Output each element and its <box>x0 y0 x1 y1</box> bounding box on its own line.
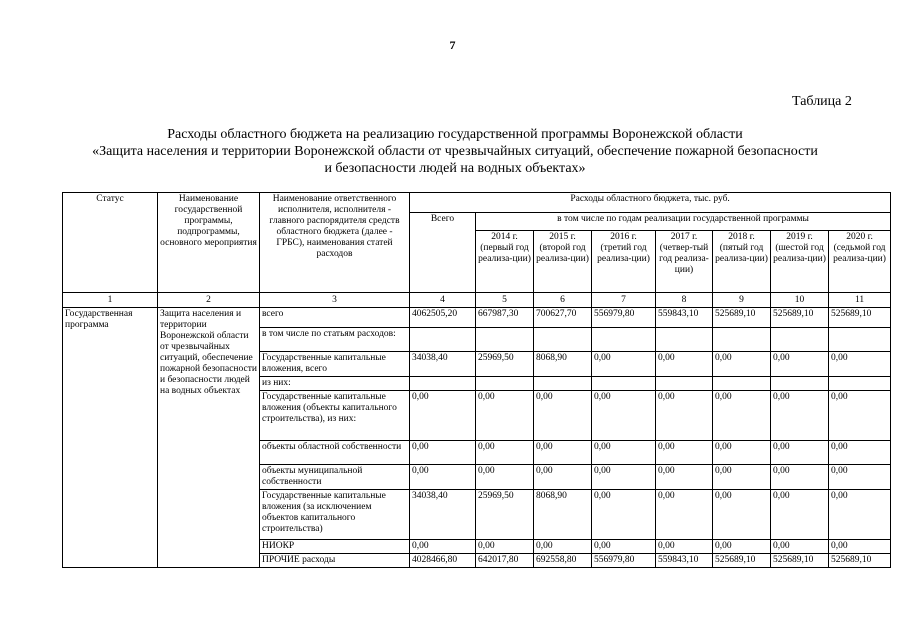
value-cell: 0,00 <box>771 441 829 465</box>
table-label: Таблица 2 <box>792 94 852 109</box>
value-cell: 0,00 <box>592 441 656 465</box>
value-cell: 0,00 <box>713 490 771 540</box>
value-cell <box>534 377 592 391</box>
column-numbers-row <box>63 293 891 308</box>
value-cell: 0,00 <box>592 352 656 377</box>
header-total: Всего <box>410 213 476 293</box>
value-cell: 667987,30 <box>476 308 534 328</box>
header-year: 2014 г. (первый год реализа-ции) <box>476 231 534 293</box>
column-number: 2 <box>158 293 260 308</box>
value-cell <box>771 328 829 352</box>
value-cell <box>829 328 891 352</box>
column-number: 3 <box>260 293 410 308</box>
header-years-group: в том числе по годам реализации государственной программы <box>476 213 891 231</box>
value-cell: 0,00 <box>476 540 534 554</box>
value-cell: 0,00 <box>771 540 829 554</box>
value-cell: 525689,10 <box>829 308 891 328</box>
column-number: 1 <box>63 293 158 308</box>
value-cell: 0,00 <box>410 465 476 490</box>
column-number: 5 <box>476 293 534 308</box>
row-label: объекты областной собственности <box>260 441 410 465</box>
value-cell <box>592 328 656 352</box>
value-cell: 692558,80 <box>534 554 592 568</box>
program-name-cell: Защита населения и территории Воронежской области от чрезвычайных ситуаций, обеспечение пожарной безопасности и безопасности людей на водных объектах <box>158 308 260 568</box>
value-cell: 556979,80 <box>592 554 656 568</box>
value-cell <box>410 377 476 391</box>
header-year: 2019 г. (шестой год реализа-ции) <box>771 231 829 293</box>
title-line: и безопасности людей на водных объектах» <box>324 161 586 176</box>
value-cell: 525689,10 <box>771 554 829 568</box>
value-cell: 525689,10 <box>829 554 891 568</box>
value-cell: 0,00 <box>771 391 829 441</box>
value-cell: 34038,40 <box>410 352 476 377</box>
row-label: НИОКР <box>260 540 410 554</box>
value-cell: 8068,90 <box>534 490 592 540</box>
value-cell: 0,00 <box>534 465 592 490</box>
value-cell: 0,00 <box>829 465 891 490</box>
value-cell: 0,00 <box>534 441 592 465</box>
value-cell: 0,00 <box>656 391 713 441</box>
header-year: 2017 г. (четвер-тый год реализа-ции) <box>656 231 713 293</box>
value-cell: 0,00 <box>656 352 713 377</box>
value-cell: 0,00 <box>592 465 656 490</box>
document-title <box>40 126 870 177</box>
value-cell <box>656 377 713 391</box>
value-cell: 0,00 <box>534 391 592 441</box>
value-cell: 642017,80 <box>476 554 534 568</box>
column-number: 8 <box>656 293 713 308</box>
value-cell: 559843,10 <box>656 308 713 328</box>
value-cell: 0,00 <box>476 391 534 441</box>
value-cell <box>656 328 713 352</box>
value-cell <box>410 328 476 352</box>
row-label: из них: <box>260 377 410 391</box>
value-cell: 0,00 <box>656 465 713 490</box>
row-label: Государственные капитальные вложения (объекты капитального строительства), из них: <box>260 391 410 441</box>
value-cell: 0,00 <box>592 490 656 540</box>
column-number: 11 <box>829 293 891 308</box>
budget-table <box>62 192 891 568</box>
header-year: 2015 г. (второй год реализа-ции) <box>534 231 592 293</box>
value-cell: 0,00 <box>592 540 656 554</box>
table-row <box>63 308 891 328</box>
value-cell: 0,00 <box>713 540 771 554</box>
value-cell: 0,00 <box>829 391 891 441</box>
row-label: объекты муниципальной собственности <box>260 465 410 490</box>
title-line: Расходы областного бюджета на реализацию государственной программы Воронежской области <box>167 127 743 142</box>
header-program-name: Наименование государственной программы, подпрограммы, основного мероприятия <box>158 193 260 293</box>
value-cell <box>771 377 829 391</box>
column-number: 6 <box>534 293 592 308</box>
value-cell: 0,00 <box>656 540 713 554</box>
value-cell: 0,00 <box>829 540 891 554</box>
row-label: Государственные капитальные вложения, всего <box>260 352 410 377</box>
status-cell: Государственная программа <box>63 308 158 568</box>
value-cell: 0,00 <box>592 391 656 441</box>
value-cell: 0,00 <box>656 441 713 465</box>
value-cell: 0,00 <box>771 465 829 490</box>
value-cell: 4062505,20 <box>410 308 476 328</box>
value-cell: 0,00 <box>829 441 891 465</box>
value-cell: 0,00 <box>410 391 476 441</box>
value-cell <box>713 377 771 391</box>
value-cell <box>829 377 891 391</box>
header-year: 2018 г. (пятый год реализа-ции) <box>713 231 771 293</box>
value-cell: 0,00 <box>713 465 771 490</box>
value-cell: 0,00 <box>476 465 534 490</box>
value-cell <box>713 328 771 352</box>
header-expenses-group: Расходы областного бюджета, тыс. руб. <box>410 193 891 213</box>
value-cell: 0,00 <box>476 441 534 465</box>
value-cell: 0,00 <box>713 391 771 441</box>
value-cell: 0,00 <box>410 540 476 554</box>
value-cell: 556979,80 <box>592 308 656 328</box>
value-cell: 0,00 <box>534 540 592 554</box>
row-label: Государственные капитальные вложения (за исключением объектов капитального строительства) <box>260 490 410 540</box>
value-cell: 559843,10 <box>656 554 713 568</box>
value-cell: 0,00 <box>829 490 891 540</box>
value-cell: 525689,10 <box>713 308 771 328</box>
title-line: «Защита населения и территории Воронежской области от чрезвычайных ситуаций, обеспечение пожарной безопасности <box>92 144 818 159</box>
value-cell: 8068,90 <box>534 352 592 377</box>
value-cell: 4028466,80 <box>410 554 476 568</box>
value-cell: 0,00 <box>656 490 713 540</box>
header-executor: Наименование ответственного исполнителя, исполнителя - главного распорядителя средств областного бюджета (далее - ГРБС), наименования статей расходов <box>260 193 410 293</box>
value-cell: 0,00 <box>771 352 829 377</box>
row-label: всего <box>260 308 410 328</box>
header-year: 2016 г. (третий год реализа-ции) <box>592 231 656 293</box>
value-cell: 0,00 <box>713 441 771 465</box>
column-number: 9 <box>713 293 771 308</box>
value-cell <box>534 328 592 352</box>
page-number: 7 <box>449 38 456 52</box>
column-number: 7 <box>592 293 656 308</box>
value-cell: 0,00 <box>713 352 771 377</box>
value-cell <box>592 377 656 391</box>
value-cell: 700627,70 <box>534 308 592 328</box>
value-cell: 0,00 <box>771 490 829 540</box>
column-number: 4 <box>410 293 476 308</box>
value-cell: 0,00 <box>410 441 476 465</box>
value-cell: 525689,10 <box>713 554 771 568</box>
value-cell: 0,00 <box>829 352 891 377</box>
row-label: в том числе по статьям расходов: <box>260 328 410 352</box>
value-cell <box>476 328 534 352</box>
value-cell: 25969,50 <box>476 352 534 377</box>
value-cell: 25969,50 <box>476 490 534 540</box>
row-label: ПРОЧИЕ расходы <box>260 554 410 568</box>
column-number: 10 <box>771 293 829 308</box>
header-year: 2020 г. (седьмой год реализа-ции) <box>829 231 891 293</box>
value-cell: 525689,10 <box>771 308 829 328</box>
header-status: Статус <box>63 193 158 293</box>
value-cell <box>476 377 534 391</box>
value-cell: 34038,40 <box>410 490 476 540</box>
